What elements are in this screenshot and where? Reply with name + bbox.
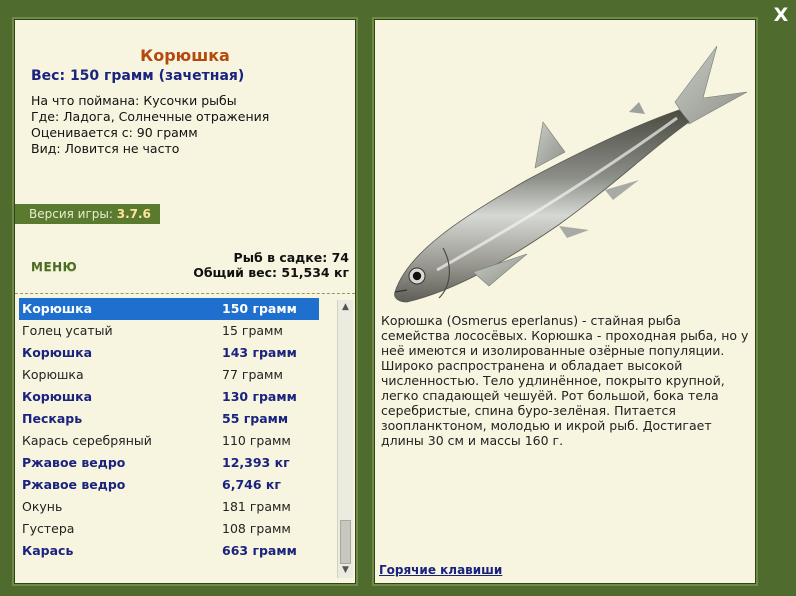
hotkeys-link[interactable]: Горячие клавиши bbox=[379, 563, 503, 577]
version-badge bbox=[15, 204, 160, 224]
list-item-weight: 663 грамм bbox=[222, 543, 297, 558]
list-item-name: Голец усатый bbox=[22, 323, 113, 338]
list-item[interactable] bbox=[19, 320, 319, 342]
list-item-weight: 181 грамм bbox=[222, 499, 291, 514]
list-item-weight: 55 грамм bbox=[222, 411, 289, 426]
fish-info-panel bbox=[15, 20, 355, 583]
fish-picture bbox=[377, 40, 753, 310]
list-item[interactable] bbox=[19, 518, 319, 540]
list-item-weight: 150 грамм bbox=[222, 301, 297, 316]
keepnet-stats bbox=[193, 250, 349, 280]
list-item-weight: 110 грамм bbox=[222, 433, 291, 448]
valued-from-text: Оценивается с: 90 грамм bbox=[31, 125, 198, 140]
list-item-name: Карась bbox=[22, 543, 74, 558]
list-item[interactable] bbox=[19, 496, 319, 518]
catch-list[interactable] bbox=[19, 298, 335, 582]
scroll-up-icon[interactable]: ▲ bbox=[342, 302, 349, 312]
list-scrollbar[interactable] bbox=[337, 300, 353, 578]
list-item[interactable] bbox=[19, 474, 319, 496]
list-item-weight: 108 грамм bbox=[222, 521, 291, 536]
menu-button[interactable]: МЕНЮ bbox=[31, 260, 78, 274]
close-icon[interactable]: X bbox=[773, 4, 789, 26]
list-item[interactable] bbox=[19, 298, 319, 320]
scroll-down-icon[interactable]: ▼ bbox=[342, 565, 349, 575]
list-item-name: Пескарь bbox=[22, 411, 83, 426]
list-item-weight: 130 грамм bbox=[222, 389, 297, 404]
list-item-name: Корюшка bbox=[22, 301, 93, 316]
list-item-weight: 6,746 кг bbox=[222, 477, 281, 492]
divider bbox=[15, 293, 355, 294]
list-item[interactable] bbox=[19, 540, 319, 562]
list-item-name: Окунь bbox=[22, 499, 63, 514]
caught-with-text: На что поймана: Кусочки рыбы bbox=[31, 93, 237, 108]
fish-description: Корюшка (Osmerus eperlanus) - стайная рыба семейства лососёвых. Корюшка - проходная рыба, но у неё имеются и изолированные озёрные популяции. Широко распространена и обладает высокой численностью. Тело удлинённое, покрыто крупной, легко спадающей чешуёй. Рот большой, бока тела серебристые, спина буро-зелёная. Питается зоопланктоном, молодью и икрой рыб. Достигает длины 30 см и массы 160 г. bbox=[381, 313, 749, 448]
list-item-name: Ржавое ведро bbox=[22, 455, 126, 470]
list-item[interactable] bbox=[19, 408, 319, 430]
list-item[interactable] bbox=[19, 364, 319, 386]
fish-weight: Вес: 150 грамм (зачетная) bbox=[31, 68, 245, 84]
list-item-name: Корюшка bbox=[22, 345, 93, 360]
fish-title: Корюшка bbox=[140, 46, 230, 65]
fish-count: Рыб в садке: 74 bbox=[233, 250, 349, 265]
list-item-name: Карась серебряный bbox=[22, 433, 152, 448]
fish-details bbox=[31, 93, 269, 157]
rarity-text: Вид: Ловится не часто bbox=[31, 141, 180, 156]
location-text: Где: Ладога, Солнечные отражения bbox=[31, 109, 270, 124]
list-item[interactable] bbox=[19, 342, 319, 364]
list-item-name: Густера bbox=[22, 521, 75, 536]
version-label: Версия игры: bbox=[29, 207, 113, 221]
list-item[interactable] bbox=[19, 430, 319, 452]
list-item[interactable] bbox=[19, 386, 319, 408]
list-item-weight: 15 грамм bbox=[222, 323, 283, 338]
list-item-name: Ржавое ведро bbox=[22, 477, 126, 492]
list-item-name: Корюшка bbox=[22, 389, 93, 404]
list-item-weight: 77 грамм bbox=[222, 367, 283, 382]
fish-description-panel bbox=[375, 20, 755, 583]
list-item-name: Корюшка bbox=[22, 367, 84, 382]
list-item-weight: 143 грамм bbox=[222, 345, 297, 360]
version-value: 3.7.6 bbox=[116, 207, 151, 221]
total-weight: Общий вес: 51,534 кг bbox=[193, 265, 349, 280]
list-item[interactable] bbox=[19, 452, 319, 474]
list-item-weight: 12,393 кг bbox=[222, 455, 290, 470]
scroll-thumb[interactable] bbox=[340, 520, 351, 564]
